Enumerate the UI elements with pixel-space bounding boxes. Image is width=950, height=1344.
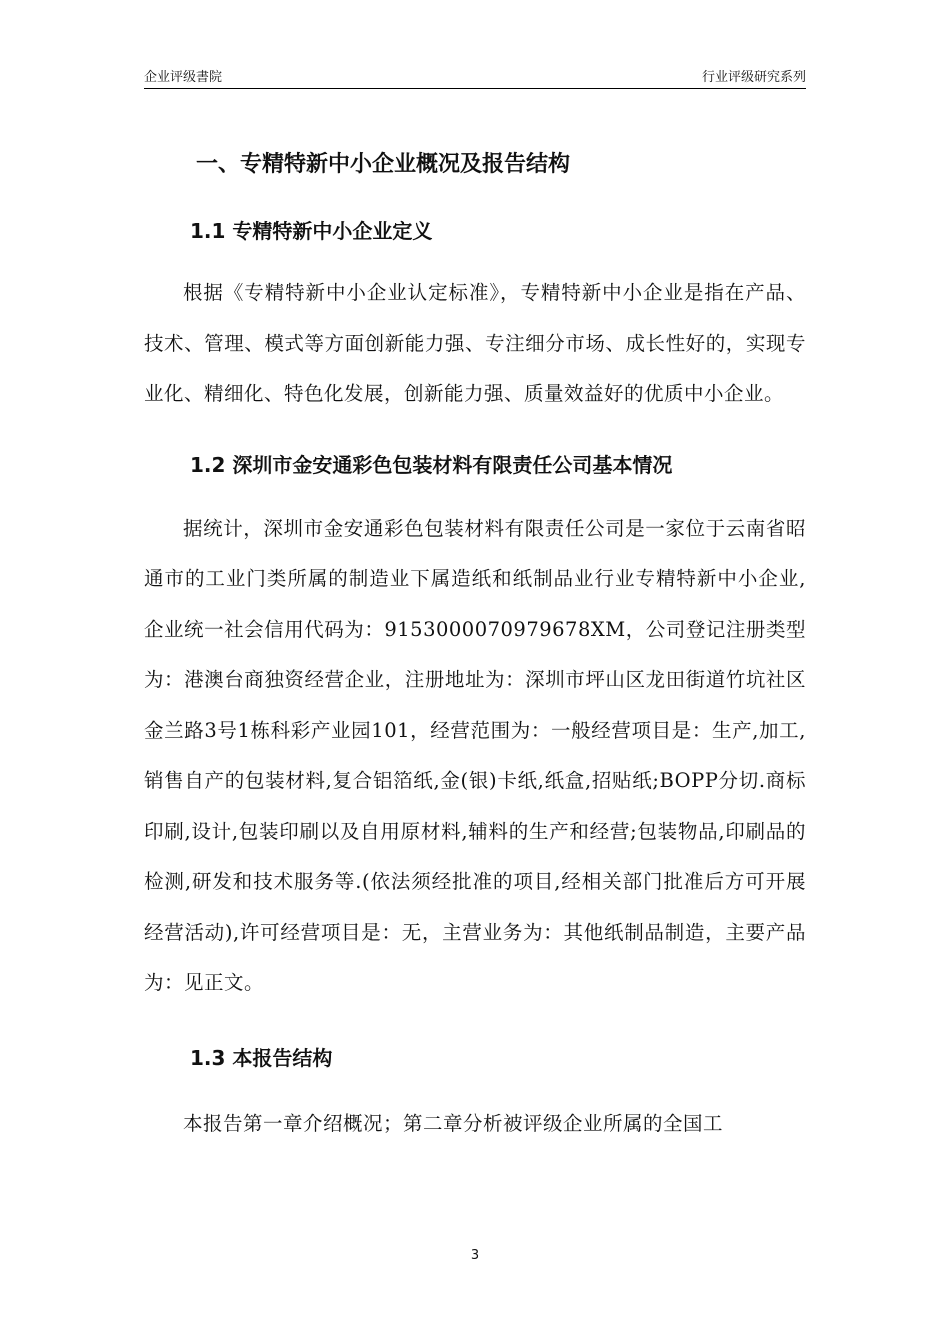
section-title-1-3: 1.3 本报告结构	[190, 1045, 333, 1070]
page-number: 3	[470, 1248, 480, 1263]
chapter-title: 一、专精特新中小企业概况及报告结构	[196, 152, 571, 177]
header-right-text: 行业评级研究系列	[701, 70, 806, 85]
header-left-text: 企业评级書院	[144, 70, 223, 85]
page-header	[144, 64, 806, 89]
section-paragraph-1-2: 据统计，深圳市金安通彩色包装材料有限责任公司是一家位于云南省昭通市的工业门类所属的制造业下属造纸和纸制品业行业专精特新中小企业,企业统一社会信用代码为：9153000070979678XM，公司登记注册类型为：港澳台商独资经营企业，注册地址为：深圳市坪山区龙田街道竹坑社区金兰路3号1栋科彩产业园101，经营范围为：一般经营项目是：生产,加工,销售自产的包装材料,复合铝箔纸,金(银)卡纸,纸盒,招贴纸;BOPP分切.商标印刷,设计,包装印刷以及自用原材料,辅料的生产和经营;包装物品,印刷品的检测,研发和技术服务等.(依法须经批准的项目,经相关部门批准后方可开展经营活动),许可经营项目是：无，主营业务为：其他纸制品制造，主要产品为：见正文。	[144, 516, 806, 994]
section-paragraph-1-3: 本报告第一章介绍概况；第二章分析被评级企业所属的全国工	[183, 1111, 724, 1135]
section-title-1-1: 1.1 专精特新中小企业定义	[190, 219, 433, 243]
section-title-1-2: 1.2 深圳市金安通彩色包装材料有限责任公司基本情况	[190, 452, 673, 477]
section-paragraph-1-1: 根据《专精特新中小企业认定标准》，专精特新中小企业是指在产品、技术、管理、模式等方面创新能力强、专注细分市场、成长性好的，实现专业化、精细化、特色化发展，创新能力强、质量效益好的优质中小企业。	[144, 281, 806, 405]
document-body	[144, 140, 806, 1149]
